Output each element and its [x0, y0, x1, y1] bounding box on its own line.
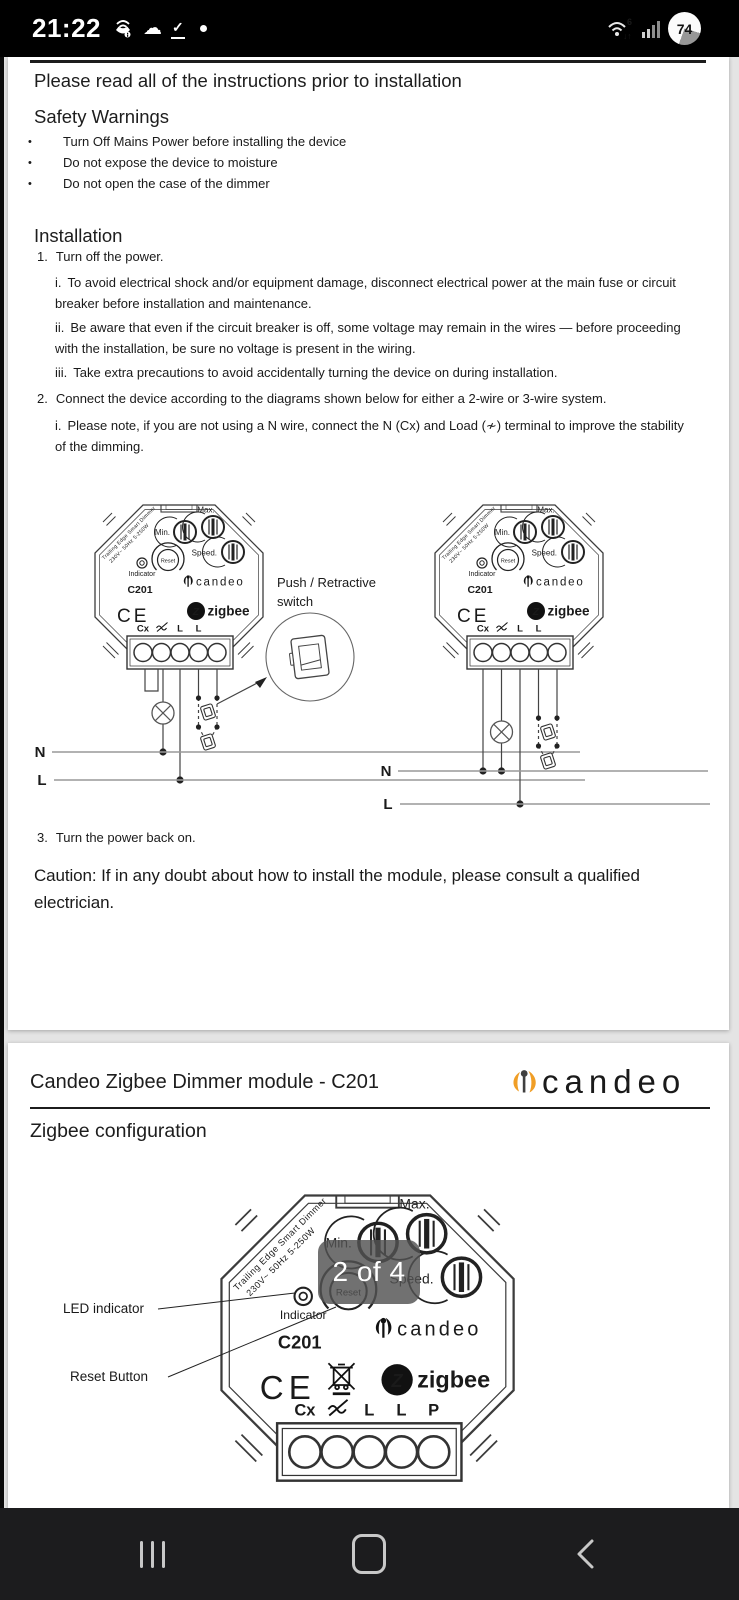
back-button[interactable] — [573, 1534, 599, 1574]
cloud-icon: ☁ — [143, 18, 162, 39]
svg-text:N: N — [34, 744, 46, 761]
safety-warnings-heading: Safety Warnings — [34, 106, 170, 127]
zigbee-configuration-diagram — [8, 1143, 729, 1508]
svg-text:6: 6 — [627, 16, 633, 27]
svg-text:candeo: candeo — [542, 1063, 687, 1100]
install-step-1: 1. Turn off the power. — [37, 249, 164, 264]
safety-bullet: • Do not open the case of the dimmer — [28, 176, 270, 191]
switch-symbol — [540, 723, 556, 740]
safety-bullet: • Do not expose the device to moisture — [28, 155, 278, 170]
navigation-bar — [0, 1508, 739, 1600]
pdf-page-1 — [8, 57, 729, 1030]
svg-text:L: L — [37, 772, 47, 789]
safety-bullet: • Turn Off Mains Power before installing the device — [28, 134, 347, 149]
svg-text:Push / Retractive: Push / Retractive — [277, 575, 376, 590]
candeo-logo — [510, 1059, 715, 1105]
page-title: Please read all of the instructions prior to installation — [34, 70, 462, 91]
dimmer-module-3wire — [435, 505, 603, 669]
wifi-6-icon — [606, 15, 636, 43]
svg-text:switch: switch — [277, 594, 314, 609]
data-saver-icon: ✓ — [171, 19, 185, 39]
page2-header-rule — [30, 1107, 710, 1109]
install-step-3: 3. Turn the power back on. — [37, 830, 196, 845]
svg-text:L: L — [383, 796, 393, 810]
status-bar — [0, 0, 739, 57]
recents-button[interactable] — [140, 1541, 165, 1568]
svg-text:↓↑: ↓↑ — [623, 30, 632, 41]
header-rule — [30, 60, 706, 63]
caution-note: Caution: If in any doubt about how to install the module, please consult a qualified electrician. — [34, 866, 640, 912]
switch-symbol — [540, 752, 556, 769]
signal-bars-icon — [642, 19, 662, 39]
notification-dot-icon — [200, 25, 207, 32]
led-indicator-label: LED indicator — [63, 1301, 145, 1316]
install-step-1iii: iii. Take extra precautions to avoid accidentally turning the device on during installation. — [55, 365, 558, 380]
wifi-calling-icon — [113, 18, 134, 39]
switch-symbol — [200, 703, 216, 720]
battery-indicator: 74 — [668, 12, 701, 45]
installation-heading: Installation — [34, 225, 123, 246]
install-step-2: 2. Connect the device according to the diagrams shown below for either a 2-wire or 3-wire system. — [37, 391, 607, 406]
dimmer-module-large — [221, 1195, 513, 1480]
home-button[interactable] — [352, 1534, 386, 1574]
page2-title: Candeo Zigbee Dimmer module - C201 — [30, 1071, 380, 1093]
viewer-edge — [0, 57, 4, 1508]
clock: 21:22 — [32, 13, 101, 43]
page-position-toast: 2 of 4 — [318, 1240, 420, 1304]
zigbee-configuration-heading: Zigbee configuration — [30, 1120, 207, 1142]
install-step-1i: i. To avoid electrical shock and/or equipment damage, disconnect electrical power at the main fuse or circuit breaker before installation and maintenance. — [55, 275, 676, 311]
install-step-1ii: ii. Be aware that even if the circuit breaker is off, some voltage may remain in the wires — before proceeding with the installation, be sure no voltage is present in the wiring. — [55, 320, 681, 356]
reset-button-label: Reset Button — [70, 1369, 149, 1384]
wiring-diagrams — [8, 480, 729, 810]
svg-text:P: P — [428, 1400, 440, 1420]
svg-text:N: N — [380, 763, 392, 780]
install-step-2i: i. Please note, if you are not using a N wire, connect the N (Cx) and Load (≁) terminal to improve the stability of the dimming. — [55, 418, 684, 454]
switch-symbol — [200, 733, 216, 750]
dimmer-module-2wire — [95, 505, 263, 669]
